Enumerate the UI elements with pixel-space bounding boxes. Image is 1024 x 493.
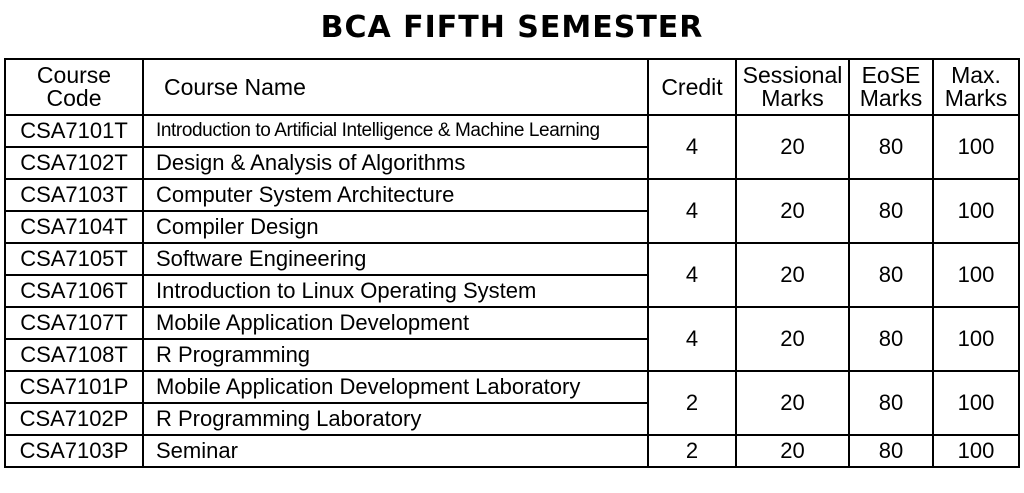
eose-marks-value: 80 xyxy=(849,179,933,243)
sessional-marks-value: 20 xyxy=(736,179,849,243)
course-name: Computer System Architecture xyxy=(143,179,648,211)
eose-marks-value: 80 xyxy=(849,435,933,467)
header-max-marks xyxy=(933,59,1019,115)
course-table xyxy=(4,58,1020,468)
course-code: CSA7104T xyxy=(5,211,143,243)
course-code: CSA7101P xyxy=(5,371,143,403)
header-max-line1: Max. xyxy=(951,62,1001,88)
course-code: CSA7101T xyxy=(5,115,143,147)
header-sessional-line2: Marks xyxy=(761,85,824,111)
course-name: Mobile Application Development Laboratory xyxy=(143,371,648,403)
table-row xyxy=(5,371,1019,403)
table-row xyxy=(5,435,1019,467)
course-name: Seminar xyxy=(143,435,648,467)
header-course-name: Course Name xyxy=(143,59,648,115)
course-code: CSA7102P xyxy=(5,403,143,435)
course-name: R Programming xyxy=(143,339,648,371)
eose-marks-value: 80 xyxy=(849,243,933,307)
max-marks-value: 100 xyxy=(933,435,1019,467)
credit-value: 2 xyxy=(648,435,736,467)
max-marks-value: 100 xyxy=(933,115,1019,179)
course-code: CSA7102T xyxy=(5,147,143,179)
course-code: CSA7107T xyxy=(5,307,143,339)
credit-value: 4 xyxy=(648,115,736,179)
max-marks-value: 100 xyxy=(933,179,1019,243)
header-course-code-line2: Code xyxy=(46,85,102,111)
max-marks-value: 100 xyxy=(933,307,1019,371)
eose-marks-value: 80 xyxy=(849,115,933,179)
course-code: CSA7106T xyxy=(5,275,143,307)
table-row xyxy=(5,243,1019,275)
credit-value: 4 xyxy=(648,179,736,243)
header-row xyxy=(5,59,1019,115)
course-code: CSA7105T xyxy=(5,243,143,275)
header-course-code-line1: Course xyxy=(36,62,112,88)
table-row xyxy=(5,115,1019,147)
course-name: Compiler Design xyxy=(143,211,648,243)
course-name: Mobile Application Development xyxy=(143,307,648,339)
course-name: Introduction to Artificial Intelligence & Machine Learning xyxy=(143,115,648,147)
header-sessional-line1: Sessional xyxy=(742,62,843,88)
header-eose-line1: EoSE xyxy=(861,62,921,88)
course-name: Design & Analysis of Algorithms xyxy=(143,147,648,179)
header-max-line2: Marks xyxy=(944,85,1008,111)
header-eose-marks xyxy=(849,59,933,115)
page-title: BCA FIFTH SEMESTER xyxy=(320,10,704,45)
sessional-marks-value: 20 xyxy=(736,307,849,371)
header-sessional-marks xyxy=(736,59,849,115)
course-name: R Programming Laboratory xyxy=(143,403,648,435)
credit-value: 2 xyxy=(648,371,736,435)
course-name: Introduction to Linux Operating System xyxy=(143,275,648,307)
course-code: CSA7108T xyxy=(5,339,143,371)
course-code: CSA7103T xyxy=(5,179,143,211)
credit-value: 4 xyxy=(648,307,736,371)
header-eose-line2: Marks xyxy=(859,85,923,111)
credit-value: 4 xyxy=(648,243,736,307)
course-name: Software Engineering xyxy=(143,243,648,275)
sessional-marks-value: 20 xyxy=(736,115,849,179)
sessional-marks-value: 20 xyxy=(736,371,849,435)
sessional-marks-value: 20 xyxy=(736,435,849,467)
header-course-code xyxy=(5,59,143,115)
sessional-marks-value: 20 xyxy=(736,243,849,307)
table-row xyxy=(5,307,1019,339)
course-code: CSA7103P xyxy=(5,435,143,467)
table-row xyxy=(5,179,1019,211)
header-credit: Credit xyxy=(648,59,736,115)
eose-marks-value: 80 xyxy=(849,371,933,435)
eose-marks-value: 80 xyxy=(849,307,933,371)
max-marks-value: 100 xyxy=(933,371,1019,435)
max-marks-value: 100 xyxy=(933,243,1019,307)
